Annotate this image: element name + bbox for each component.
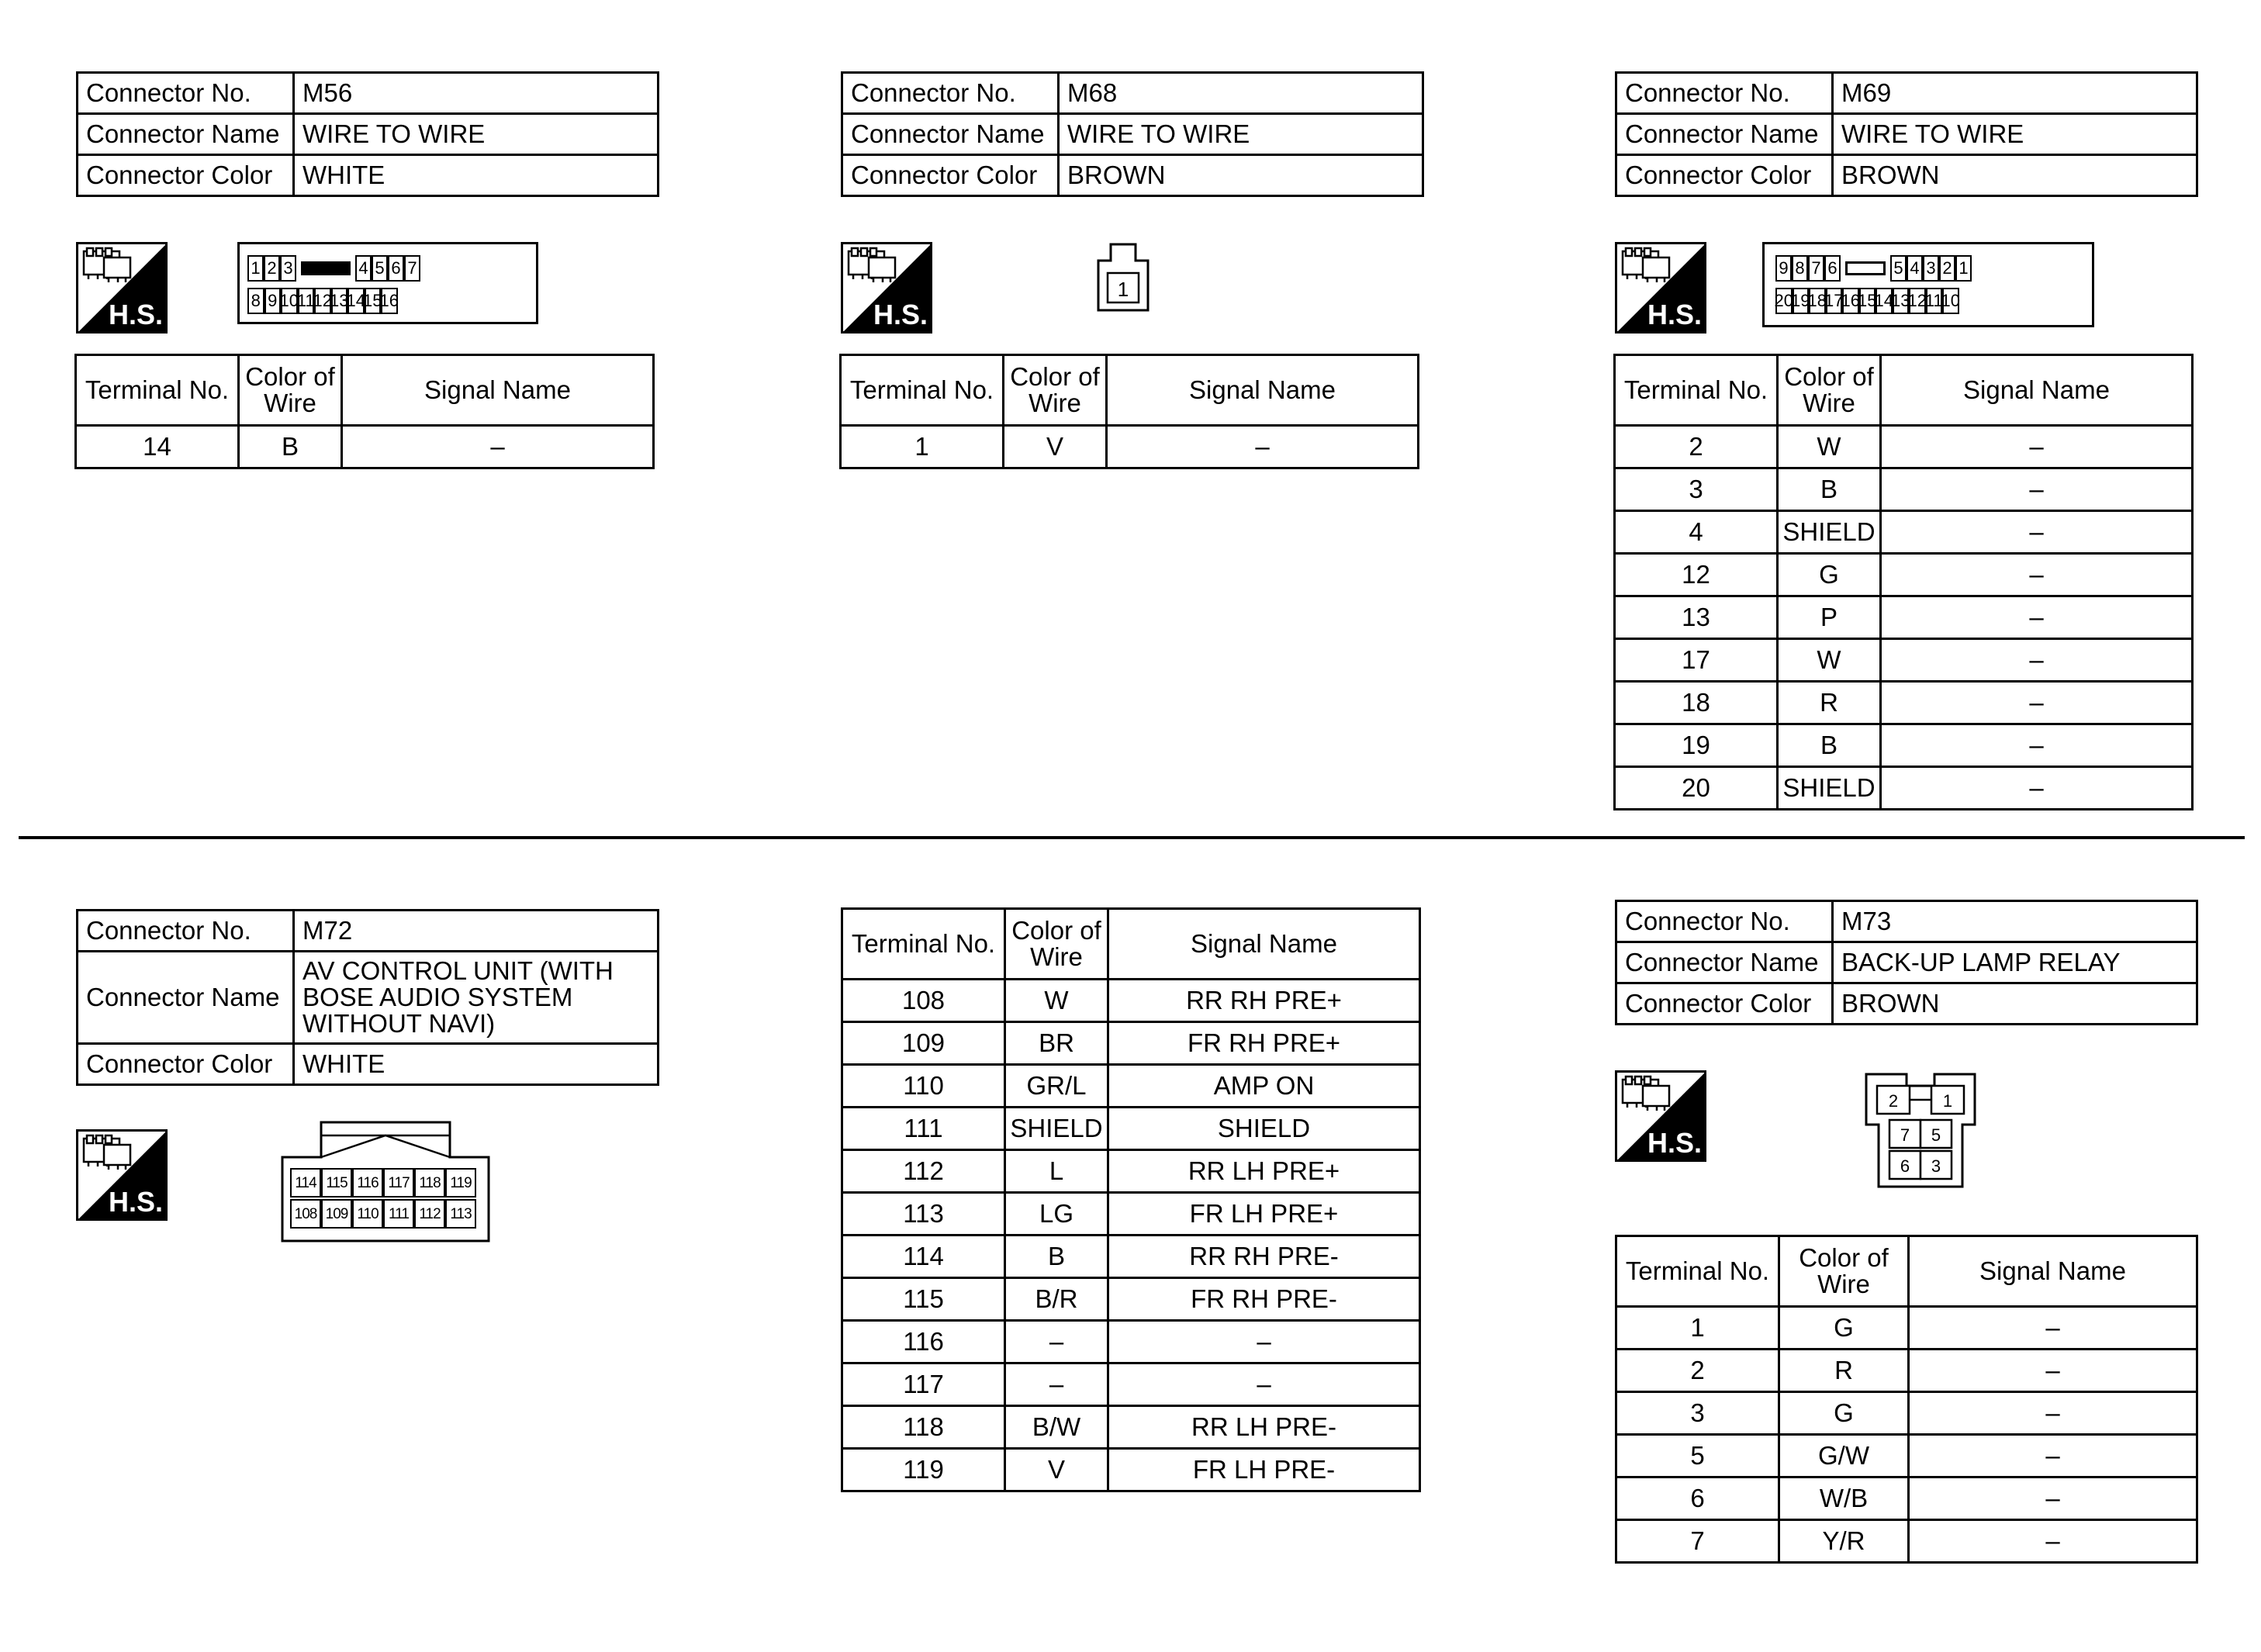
harness-side-icon: [76, 1129, 168, 1221]
wire-color-cell: W/B: [1779, 1477, 1909, 1520]
terminal-no-cell: 112: [842, 1150, 1005, 1193]
terminal-no-cell: 5: [1616, 1435, 1779, 1477]
connector-face-m73: [1858, 1072, 1983, 1190]
terminal-no-cell: 2: [1616, 1350, 1779, 1392]
pin-cell: 5: [372, 255, 388, 282]
table-row: [1615, 426, 2193, 468]
signal-name-cell: FR RH PRE+: [1108, 1022, 1420, 1065]
wire-color-cell: G: [1778, 554, 1881, 596]
harness-side-icon: [841, 242, 932, 334]
pin-label: 1: [1117, 278, 1129, 301]
pin-cell: 8: [1792, 255, 1808, 282]
pin-cell: 6: [1824, 255, 1841, 282]
signal-name-cell: RR RH PRE+: [1108, 980, 1420, 1022]
header-signal-name: Signal Name: [1881, 355, 2193, 426]
pin-cell: 117: [383, 1168, 414, 1198]
header-signal-name: Signal Name: [1108, 909, 1420, 980]
header-terminal-no: Terminal No.: [1616, 1236, 1779, 1307]
terminal-no-cell: 110: [842, 1065, 1005, 1108]
connector-no-value: M56: [294, 73, 659, 114]
table-row: [1615, 554, 2193, 596]
header-signal-name: Signal Name: [1107, 355, 1419, 426]
connector-name-line: BOSE AUDIO SYSTEM: [303, 983, 573, 1011]
header-terminal-no: Terminal No.: [841, 355, 1004, 426]
pin-cell: 6: [388, 255, 404, 282]
terminal-no-cell: 20: [1615, 767, 1778, 810]
signal-name-cell: –: [1881, 682, 2193, 724]
connector-no-label: Connector No.: [78, 73, 294, 114]
pin-cell: 5: [1890, 255, 1907, 282]
pin-cell: 9: [264, 288, 282, 314]
signal-name-cell: –: [1909, 1435, 2197, 1477]
connector-no-value: M73: [1833, 901, 2197, 942]
pin-cell: 114: [290, 1168, 321, 1198]
connector-no-label: Connector No.: [1616, 73, 1833, 114]
signal-name-cell: RR RH PRE-: [1108, 1236, 1420, 1278]
table-row: [842, 1150, 1420, 1193]
terminal-table-m73: [1615, 1235, 2198, 1564]
connector-info-m72: [76, 909, 659, 1086]
signal-name-cell: –: [1881, 639, 2193, 682]
header-terminal-no: Terminal No.: [76, 355, 239, 426]
connector-name-label: Connector Name: [78, 114, 294, 155]
terminal-no-cell: 2: [1615, 426, 1778, 468]
pin-cell: 11: [1926, 288, 1943, 314]
terminal-no-cell: 14: [76, 426, 239, 468]
table-row: [1615, 639, 2193, 682]
signal-name-cell: –: [1108, 1363, 1420, 1406]
connector-face-m68: [1095, 242, 1151, 313]
table-row: [1616, 1307, 2197, 1350]
hs-label: H.S.: [1647, 299, 1703, 330]
pin-cell: 10: [1942, 288, 1959, 314]
pin-cell: 4: [1907, 255, 1923, 282]
connector-info-m73: [1615, 900, 2198, 1025]
pin-label: 3: [1931, 1156, 1941, 1176]
connector-color-value: BROWN: [1059, 155, 1423, 196]
signal-name-cell: –: [1881, 724, 2193, 767]
signal-name-cell: –: [1108, 1321, 1420, 1363]
hs-label: H.S.: [873, 299, 928, 330]
connector-no-label: Connector No.: [1616, 901, 1833, 942]
connector-name-label: Connector Name: [1616, 114, 1833, 155]
wire-color-cell: G: [1779, 1307, 1909, 1350]
table-row: [1616, 1350, 2197, 1392]
signal-name-cell: –: [1881, 767, 2193, 810]
connector-color-value: BROWN: [1833, 983, 2197, 1025]
pin-cell: 115: [321, 1168, 352, 1198]
connector-info-m68: [841, 71, 1424, 197]
pin-cell: 7: [1808, 255, 1824, 282]
pin-label: 1: [1942, 1091, 1953, 1111]
wire-color-cell: BR: [1005, 1022, 1108, 1065]
connector-color-label: Connector Color: [78, 1044, 294, 1085]
terminal-no-cell: 1: [841, 426, 1004, 468]
keyway-slot: [301, 261, 351, 275]
wire-color-cell: B/R: [1005, 1278, 1108, 1321]
wire-color-cell: W: [1778, 426, 1881, 468]
harness-side-icon: [76, 242, 168, 334]
pin-cell: 3: [280, 255, 296, 282]
wire-color-cell: G/W: [1779, 1435, 1909, 1477]
table-row: [842, 1065, 1420, 1108]
signal-name-cell: –: [1881, 554, 2193, 596]
table-row: [1615, 596, 2193, 639]
wire-color-cell: SHIELD: [1005, 1108, 1108, 1150]
signal-name-cell: –: [1909, 1392, 2197, 1435]
pin-cell: 16: [1842, 288, 1859, 314]
connector-color-value: WHITE: [294, 155, 659, 196]
connector-color-label: Connector Color: [1616, 983, 1833, 1025]
pin-cell: 2: [264, 255, 280, 282]
signal-name-cell: –: [1881, 596, 2193, 639]
wire-color-cell: SHIELD: [1778, 767, 1881, 810]
header-signal-name: Signal Name: [342, 355, 654, 426]
pin-cell: 12: [1909, 288, 1926, 314]
signal-name-cell: –: [1881, 426, 2193, 468]
terminal-no-cell: 4: [1615, 511, 1778, 554]
connector-name-value: [294, 952, 659, 1044]
signal-name-cell: FR LH PRE-: [1108, 1449, 1420, 1491]
signal-name-cell: SHIELD: [1108, 1108, 1420, 1150]
terminal-table-m69: [1613, 354, 2194, 810]
connector-color-label: Connector Color: [1616, 155, 1833, 196]
wire-color-cell: B: [1778, 468, 1881, 511]
wire-color-cell: W: [1778, 639, 1881, 682]
table-row: [842, 1193, 1420, 1236]
terminal-no-cell: 3: [1615, 468, 1778, 511]
signal-name-cell: FR RH PRE-: [1108, 1278, 1420, 1321]
table-row: [842, 1449, 1420, 1491]
connector-name-value: BACK-UP LAMP RELAY: [1833, 942, 2197, 983]
pin-cell: 11: [298, 288, 315, 314]
wire-color-cell: GR/L: [1005, 1065, 1108, 1108]
table-row: [842, 1022, 1420, 1065]
header-signal-name: Signal Name: [1909, 1236, 2197, 1307]
connector-no-value: M72: [294, 911, 659, 952]
pin-label: 5: [1931, 1125, 1941, 1145]
pin-cell: 10: [281, 288, 298, 314]
table-row: [842, 1108, 1420, 1150]
header-color-of-wire: Color of Wire: [1779, 1236, 1909, 1307]
wire-color-cell: B: [1778, 724, 1881, 767]
pin-cell: 15: [365, 288, 382, 314]
pin-cell: 109: [321, 1199, 352, 1229]
terminal-no-cell: 114: [842, 1236, 1005, 1278]
wire-color-cell: –: [1005, 1363, 1108, 1406]
pin-cell: 113: [445, 1199, 476, 1229]
table-row: [842, 1363, 1420, 1406]
terminal-no-cell: 118: [842, 1406, 1005, 1449]
table-row: [1616, 1520, 2197, 1563]
wire-color-cell: B: [239, 426, 342, 468]
terminal-no-cell: 12: [1615, 554, 1778, 596]
terminal-no-cell: 108: [842, 980, 1005, 1022]
pin-cell: 9: [1775, 255, 1792, 282]
table-row: [1616, 1477, 2197, 1520]
signal-name-cell: –: [1909, 1307, 2197, 1350]
wire-color-cell: SHIELD: [1778, 511, 1881, 554]
terminal-no-cell: 3: [1616, 1392, 1779, 1435]
pin-cell: 15: [1859, 288, 1876, 314]
table-row: [842, 1278, 1420, 1321]
table-row: [1616, 1392, 2197, 1435]
connector-info-m56: [76, 71, 659, 197]
connector-name-line: WITHOUT NAVI): [303, 1009, 496, 1038]
terminal-no-cell: 18: [1615, 682, 1778, 724]
pin-cell: 8: [247, 288, 264, 314]
hs-label: H.S.: [109, 1186, 164, 1218]
connector-color-value: BROWN: [1833, 155, 2197, 196]
connector-no-value: M68: [1059, 73, 1423, 114]
table-row: [1615, 724, 2193, 767]
connector-name-line: AV CONTROL UNIT (WITH: [303, 956, 614, 985]
connector-name-label: Connector Name: [1616, 942, 1833, 983]
pin-cell: 118: [414, 1168, 445, 1198]
wire-color-cell: W: [1005, 980, 1108, 1022]
pin-cell: 110: [352, 1199, 383, 1229]
signal-name-cell: –: [1881, 468, 2193, 511]
table-row: [1615, 767, 2193, 810]
signal-name-cell: –: [1909, 1520, 2197, 1563]
wire-color-cell: –: [1005, 1321, 1108, 1363]
section-divider: [19, 836, 2245, 839]
connector-name-value: WIRE TO WIRE: [1059, 114, 1423, 155]
wire-color-cell: G: [1779, 1392, 1909, 1435]
signal-name-cell: –: [342, 426, 654, 468]
pin-label: 6: [1900, 1156, 1910, 1176]
pin-cell: 20: [1775, 288, 1793, 314]
keyway-slot: [1845, 261, 1886, 275]
pin-label: 2: [1888, 1091, 1899, 1111]
wire-color-cell: R: [1779, 1350, 1909, 1392]
wire-color-cell: B: [1005, 1236, 1108, 1278]
signal-name-cell: –: [1881, 511, 2193, 554]
pin-cell: 13: [331, 288, 348, 314]
pin-label: 7: [1900, 1125, 1910, 1145]
signal-name-cell: –: [1909, 1350, 2197, 1392]
table-row: [842, 980, 1420, 1022]
connector-name-value: WIRE TO WIRE: [1833, 114, 2197, 155]
header-color-of-wire: Color of Wire: [1778, 355, 1881, 426]
pin-cell: 3: [1923, 255, 1939, 282]
signal-name-cell: –: [1107, 426, 1419, 468]
wire-color-cell: Y/R: [1779, 1520, 1909, 1563]
table-row: [1615, 682, 2193, 724]
terminal-no-cell: 109: [842, 1022, 1005, 1065]
wire-color-cell: B/W: [1005, 1406, 1108, 1449]
header-color-of-wire: Color of Wire: [1004, 355, 1107, 426]
pin-cell: 14: [347, 288, 365, 314]
pin-cell: 119: [445, 1168, 476, 1198]
connector-info-m69: [1615, 71, 2198, 197]
connector-color-label: Connector Color: [842, 155, 1059, 196]
pin-cell: 2: [1939, 255, 1955, 282]
signal-name-cell: RR LH PRE+: [1108, 1150, 1420, 1193]
signal-name-cell: AMP ON: [1108, 1065, 1420, 1108]
terminal-no-cell: 13: [1615, 596, 1778, 639]
signal-name-cell: FR LH PRE+: [1108, 1193, 1420, 1236]
pin-cell: 112: [414, 1199, 445, 1229]
terminal-no-cell: 19: [1615, 724, 1778, 767]
header-color-of-wire: Color of Wire: [1005, 909, 1108, 980]
terminal-no-cell: 115: [842, 1278, 1005, 1321]
terminal-no-cell: 1: [1616, 1307, 1779, 1350]
pin-cell: 19: [1793, 288, 1810, 314]
table-row: [842, 1236, 1420, 1278]
pin-cell: 13: [1893, 288, 1910, 314]
wire-color-cell: LG: [1005, 1193, 1108, 1236]
terminal-no-cell: 119: [842, 1449, 1005, 1491]
terminal-no-cell: 7: [1616, 1520, 1779, 1563]
header-color-of-wire: Color of Wire: [239, 355, 342, 426]
pin-cell: 14: [1876, 288, 1893, 314]
pin-cell: 17: [1826, 288, 1843, 314]
table-row: [1616, 1435, 2197, 1477]
terminal-no-cell: 117: [842, 1363, 1005, 1406]
pin-cell: 12: [314, 288, 331, 314]
wire-color-cell: L: [1005, 1150, 1108, 1193]
connector-face-m56: [237, 242, 538, 324]
connector-no-label: Connector No.: [78, 911, 294, 952]
harness-side-icon: [1615, 242, 1706, 334]
pin-cell: 1: [247, 255, 264, 282]
pin-cell: 7: [404, 255, 420, 282]
table-row: [1615, 468, 2193, 511]
wire-color-cell: V: [1004, 426, 1107, 468]
terminal-table-m72: [841, 907, 1421, 1492]
connector-name-label: Connector Name: [842, 114, 1059, 155]
terminal-no-cell: 6: [1616, 1477, 1779, 1520]
connector-no-label: Connector No.: [842, 73, 1059, 114]
signal-name-cell: RR LH PRE-: [1108, 1406, 1420, 1449]
wire-color-cell: P: [1778, 596, 1881, 639]
connector-name-value: WIRE TO WIRE: [294, 114, 659, 155]
terminal-table-m68: [839, 354, 1419, 469]
connector-name-label: Connector Name: [78, 952, 294, 1044]
wire-color-cell: R: [1778, 682, 1881, 724]
hs-label: H.S.: [109, 299, 164, 330]
table-row: [76, 426, 654, 468]
connector-face-m69: [1762, 242, 2094, 327]
header-terminal-no: Terminal No.: [842, 909, 1005, 980]
wire-color-cell: V: [1005, 1449, 1108, 1491]
table-row: [1615, 511, 2193, 554]
table-row: [841, 426, 1419, 468]
connector-no-value: M69: [1833, 73, 2197, 114]
pin-cell: 1: [1955, 255, 1972, 282]
terminal-no-cell: 113: [842, 1193, 1005, 1236]
signal-name-cell: –: [1909, 1477, 2197, 1520]
table-row: [842, 1321, 1420, 1363]
header-terminal-no: Terminal No.: [1615, 355, 1778, 426]
table-row: [842, 1406, 1420, 1449]
pin-cell: 116: [352, 1168, 383, 1198]
connector-color-label: Connector Color: [78, 155, 294, 196]
terminal-no-cell: 111: [842, 1108, 1005, 1150]
terminal-no-cell: 116: [842, 1321, 1005, 1363]
connector-color-value: WHITE: [294, 1044, 659, 1085]
pin-cell: 108: [290, 1199, 321, 1229]
hs-label: H.S.: [1647, 1127, 1703, 1159]
terminal-no-cell: 17: [1615, 639, 1778, 682]
harness-side-icon: [1615, 1070, 1706, 1162]
pin-cell: 111: [383, 1199, 414, 1229]
pin-cell: 18: [1809, 288, 1826, 314]
terminal-table-m56: [74, 354, 655, 469]
pin-grid-m72: [290, 1168, 479, 1230]
pin-cell: 4: [355, 255, 372, 282]
pin-cell: 16: [381, 288, 398, 314]
